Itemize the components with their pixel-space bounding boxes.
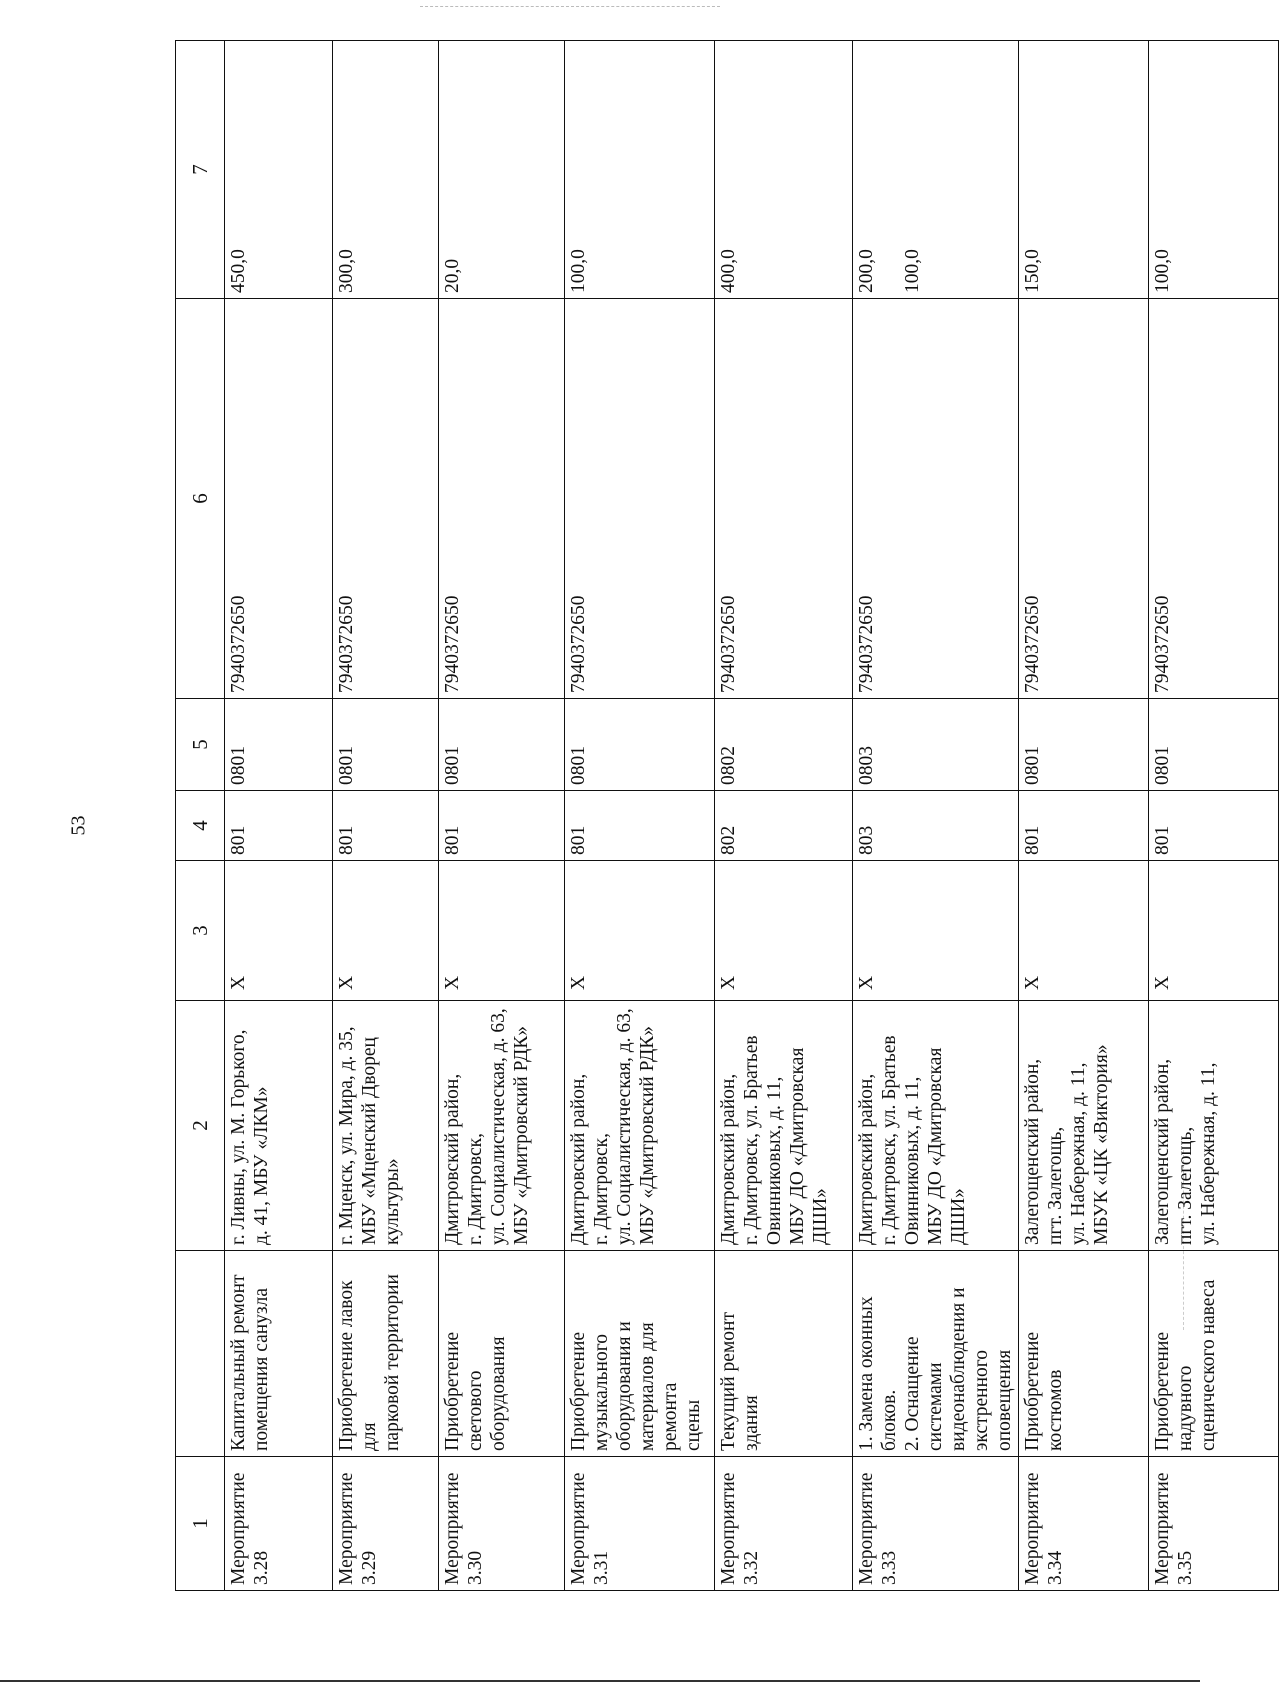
- cell-address-line: ул. Набережная, д. 11,: [1198, 1062, 1219, 1245]
- cell-description-line: Приобретение надувного: [1152, 1331, 1196, 1451]
- cell-col-6: 7940372650: [853, 299, 1019, 699]
- cell-col-5: 0801: [333, 699, 439, 791]
- cell-address-line: МБУ ДО «Дмитровская: [787, 1047, 808, 1245]
- cell-event-name-line: Мероприятие: [336, 1472, 357, 1585]
- cell-address-line: ДШИ»: [810, 1188, 831, 1245]
- cell-address-line: ул. Набережная, д. 11,: [1068, 1062, 1089, 1245]
- cell-description-line: Приобретение: [568, 1331, 589, 1451]
- table-row: [1149, 41, 1279, 1591]
- cell-col-3: Х: [853, 861, 1019, 1001]
- cell-event-name-line: Мероприятие: [228, 1472, 249, 1585]
- cell-description-line: Текущий ремонт здания: [718, 1312, 762, 1451]
- cell-col-6: 7940372650: [333, 299, 439, 699]
- cell-col-4: 803: [853, 791, 1019, 861]
- header-col-3: 3: [176, 861, 225, 1001]
- cell-event-name-line: 3.29: [359, 1550, 380, 1585]
- table-row: [565, 41, 715, 1591]
- cell-col-4: 801: [439, 791, 565, 861]
- cell-description: [853, 1251, 1019, 1457]
- cell-address-line: г. Дмитровск, ул. Братьев: [741, 1035, 762, 1245]
- cell-description-line: 2. Оснащение системами: [902, 1336, 946, 1451]
- cell-event-name: [1149, 1457, 1279, 1591]
- cell-description-line: музыкального: [591, 1334, 612, 1451]
- cell-col-3: Х: [565, 861, 715, 1001]
- cell-col-3: Х: [1149, 861, 1279, 1001]
- cell-amount: [439, 41, 565, 299]
- cell-address-line: пгт. Залегощь,: [1045, 1126, 1066, 1245]
- cell-event-name: [853, 1457, 1019, 1591]
- cell-event-name: [333, 1457, 439, 1591]
- table-row: [225, 41, 333, 1591]
- cell-col-6: 7940372650: [225, 299, 333, 699]
- cell-address-line: МБУ «Мценский Дворец: [359, 1037, 380, 1245]
- cell-address: [853, 1001, 1019, 1251]
- cell-event-name-line: 3.28: [251, 1550, 272, 1585]
- cell-col-4: 801: [333, 791, 439, 861]
- cell-col-3: Х: [439, 861, 565, 1001]
- cell-col-5: 0801: [439, 699, 565, 791]
- cell-address-line: Залегощенский район,: [1152, 1058, 1173, 1245]
- table-body: [225, 41, 1279, 1591]
- cell-description-line: материалов для ремонта: [637, 1322, 681, 1451]
- cell-address-line: г. Дмитровск,: [591, 1133, 612, 1245]
- table-row: [853, 41, 1019, 1591]
- cell-address: [565, 1001, 715, 1251]
- cell-address-line: Овинниковых, д. 11,: [902, 1076, 923, 1245]
- cell-col-5: 0803: [853, 699, 1019, 791]
- cell-amount-line: 200,0: [856, 249, 877, 293]
- cell-address: [715, 1001, 853, 1251]
- cell-description-line: видеонаблюдения и: [948, 1287, 969, 1451]
- cell-description: [333, 1251, 439, 1457]
- cell-event-name-line: Мероприятие: [442, 1472, 463, 1585]
- cell-event-name-line: 3.30: [465, 1550, 486, 1585]
- cell-description-line: оборудования: [488, 1336, 509, 1451]
- cell-description-line: Приобретение светового: [442, 1331, 486, 1451]
- cell-address: [439, 1001, 565, 1251]
- cell-event-name-line: Мероприятие: [1022, 1472, 1043, 1585]
- cell-address-line: Дмитровский район,: [442, 1073, 463, 1245]
- cell-amount-line: 300,0: [336, 249, 357, 293]
- cell-description-line: Приобретение костюмов: [1022, 1331, 1066, 1451]
- cell-event-name-line: Мероприятие: [856, 1472, 877, 1585]
- cell-event-name-line: 3.31: [591, 1550, 612, 1585]
- cell-amount-line: 450,0: [228, 249, 249, 293]
- cell-description: [1019, 1251, 1149, 1457]
- cell-address-line: культуры»: [382, 1158, 403, 1245]
- cell-description: [565, 1251, 715, 1457]
- table-row: [439, 41, 565, 1591]
- cell-amount-line: 100,0: [1152, 249, 1173, 293]
- header-col-7: 7: [176, 41, 225, 299]
- cell-col-3: Х: [225, 861, 333, 1001]
- cell-event-name: [225, 1457, 333, 1591]
- cell-event-name-line: 3.33: [879, 1550, 900, 1585]
- cell-amount: [715, 41, 853, 299]
- cell-event-name-line: Мероприятие: [718, 1472, 739, 1585]
- header-col-1: 1: [176, 1457, 225, 1591]
- cell-col-6: 7940372650: [715, 299, 853, 699]
- cell-col-5: 0801: [565, 699, 715, 791]
- cell-col-4: 801: [1149, 791, 1279, 861]
- cell-address-line: г. Дмитровск, ул. Братьев: [879, 1035, 900, 1245]
- cell-col-4: 801: [225, 791, 333, 861]
- cell-address: [1149, 1001, 1279, 1251]
- table-row: [333, 41, 439, 1591]
- cell-address-line: Дмитровский район,: [856, 1073, 877, 1245]
- cell-address: [333, 1001, 439, 1251]
- cell-col-4: 801: [1019, 791, 1149, 861]
- cell-address-line: МБУ «Дмитровский РДК»: [637, 1025, 658, 1245]
- cell-amount-line: 400,0: [718, 249, 739, 293]
- cell-col-3: Х: [715, 861, 853, 1001]
- table-row: [1019, 41, 1149, 1591]
- cell-event-name-line: Мероприятие: [1152, 1472, 1173, 1585]
- cell-description-line: сценического навеса: [1198, 1279, 1219, 1451]
- line-gap: [878, 46, 901, 293]
- cell-amount: [1019, 41, 1149, 299]
- cell-event-name: [565, 1457, 715, 1591]
- cell-amount-line: 100,0: [568, 249, 589, 293]
- cell-description-line: Приобретение лавок для: [336, 1280, 380, 1451]
- cell-event-name-line: 3.35: [1175, 1550, 1196, 1585]
- cell-description-line: парковой территории: [382, 1274, 403, 1451]
- cell-description-line: 1. Замена оконных: [856, 1296, 877, 1451]
- cell-description-line: экстренного оповещения: [971, 1349, 1015, 1451]
- cell-address-line: Залегощенский район,: [1022, 1058, 1043, 1245]
- cell-col-6: 7940372650: [439, 299, 565, 699]
- cell-address-line: МБУ «Дмитровский РДК»: [511, 1025, 532, 1245]
- cell-address-line: г. Мценск, ул. Мира, д. 35,: [336, 1026, 357, 1245]
- cell-amount-line: 150,0: [1022, 249, 1043, 293]
- cell-description-line: оборудования и: [614, 1321, 635, 1451]
- cell-address-line: пгт. Залегощь,: [1175, 1126, 1196, 1245]
- cell-description-line: Капитальный ремонт: [228, 1274, 249, 1451]
- cell-description-line: сцены: [683, 1399, 704, 1451]
- header-col-4: 4: [176, 791, 225, 861]
- cell-description: [1149, 1251, 1279, 1457]
- cell-address-line: Овинниковых, д. 11,: [764, 1076, 785, 1245]
- cell-description: [439, 1251, 565, 1457]
- cell-col-5: 0801: [225, 699, 333, 791]
- cell-amount-line: 20,0: [442, 258, 463, 293]
- cell-description-line: помещения санузла: [251, 1287, 272, 1451]
- cell-address-line: Дмитровский район,: [568, 1073, 589, 1245]
- cell-col-6: 7940372650: [1149, 299, 1279, 699]
- cell-address-line: ДШИ»: [948, 1188, 969, 1245]
- cell-col-5: 0801: [1149, 699, 1279, 791]
- header-col-2: 2: [176, 1001, 225, 1251]
- bottom-rule: [0, 1680, 1200, 1682]
- cell-col-6: 7940372650: [565, 299, 715, 699]
- cell-event-name-line: 3.32: [741, 1550, 762, 1585]
- cell-amount: [565, 41, 715, 299]
- cell-address: [1019, 1001, 1149, 1251]
- cell-amount: [1149, 41, 1279, 299]
- cell-event-name: [715, 1457, 853, 1591]
- scan-artifact-top: [420, 6, 720, 7]
- cell-address-line: МБУ ДО «Дмитровская: [925, 1047, 946, 1245]
- cell-col-5: 0801: [1019, 699, 1149, 791]
- cell-col-3: Х: [333, 861, 439, 1001]
- cell-event-name-line: Мероприятие: [568, 1472, 589, 1585]
- cell-address: [225, 1001, 333, 1251]
- cell-address-line: МБУК «ЦК «Виктория»: [1091, 1044, 1112, 1245]
- cell-address-line: ул. Социалистическая, д. 63,: [614, 1008, 635, 1245]
- header-col-6: 6: [176, 299, 225, 699]
- cell-address-line: г. Дмитровск,: [465, 1133, 486, 1245]
- cell-address-line: г. Ливны, ул. М. Горького,: [228, 1029, 249, 1245]
- table-row: [715, 41, 853, 1591]
- cell-event-name: [439, 1457, 565, 1591]
- cell-col-3: Х: [1019, 861, 1149, 1001]
- page-number: 53: [67, 815, 90, 836]
- header-col-description: [176, 1251, 225, 1457]
- cell-event-name-line: 3.34: [1045, 1550, 1066, 1585]
- cell-amount: [225, 41, 333, 299]
- cell-address-line: ул. Социалистическая, д. 63,: [488, 1008, 509, 1245]
- cell-amount: [853, 41, 1019, 299]
- cell-col-4: 801: [565, 791, 715, 861]
- header-col-5: 5: [176, 699, 225, 791]
- cell-address-line: Дмитровский район,: [718, 1073, 739, 1245]
- cell-event-name: [1019, 1457, 1149, 1591]
- cell-address-line: д. 41, МБУ «ЛКМ»: [251, 1086, 272, 1245]
- cell-col-5: 0802: [715, 699, 853, 791]
- budget-table: [175, 40, 1279, 1591]
- header-row: [176, 41, 225, 1591]
- cell-description-line: блоков.: [879, 1389, 900, 1451]
- rotated-table-container: [175, 41, 1219, 1591]
- cell-amount: [333, 41, 439, 299]
- cell-col-6: 7940372650: [1019, 299, 1149, 699]
- cell-col-4: 802: [715, 791, 853, 861]
- cell-description: [225, 1251, 333, 1457]
- cell-amount-line: 100,0: [902, 249, 923, 293]
- cell-description: [715, 1251, 853, 1457]
